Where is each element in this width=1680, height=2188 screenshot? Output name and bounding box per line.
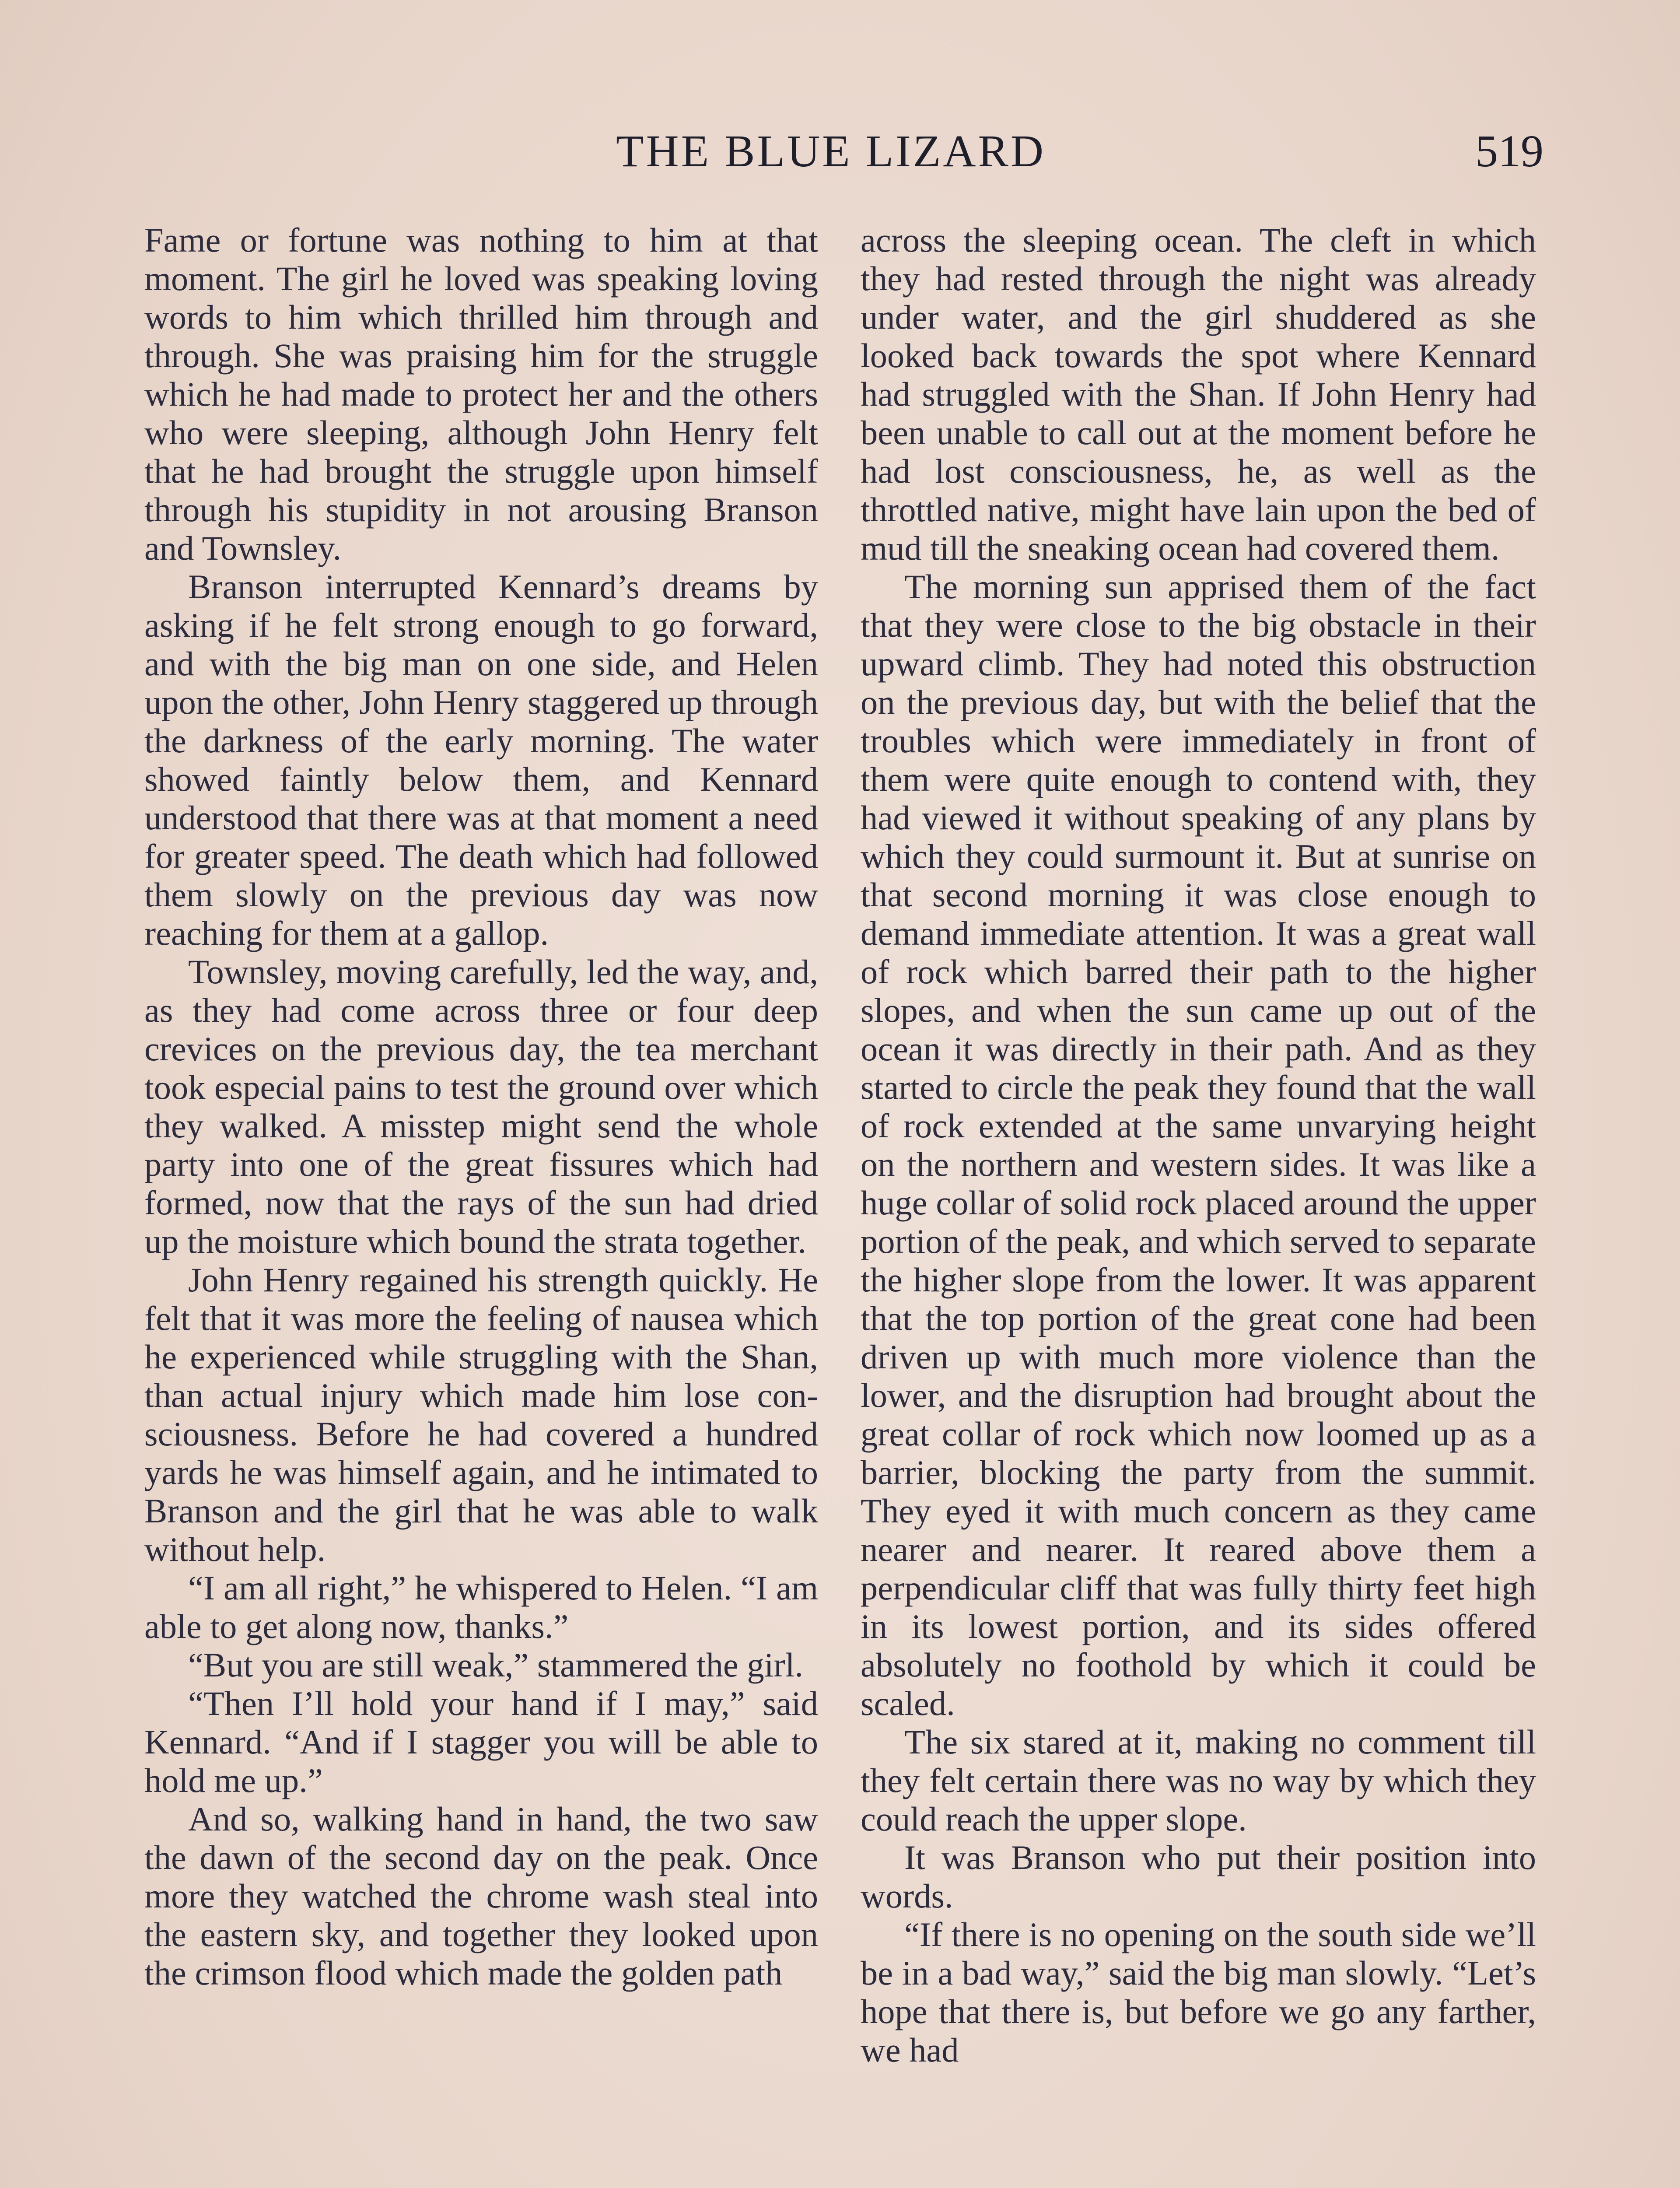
paragraph: Fame or fortune was nothing to him at that moment. The girl he loved was speaking loving words to him which thrilled him through and through. She was praising him for the struggle which he had made to protect her and the others who were sleeping, although John Henry felt that he had brought the struggle upon himself through his stupidity in not arousing Branson and Townsley.: [144, 221, 818, 567]
paragraph: “Then I’ll hold your hand if I may,” said Kennard. “And if I stagger you will be able to hold me up.”: [144, 1684, 818, 1799]
paragraph: The six stared at it, making no comment till they felt certain there was no way by which they could reach the upper slope.: [861, 1723, 1536, 1838]
paragraph: The morning sun apprised them of the fact that they were close to the big obstacle in their upward climb. They had noted this obstruction on the previous day, but with the belief that the troubles which were immediately in front of them were quite enough to contend with, they had viewed it without speaking of any plans by which they could surmount it. But at sunrise on that second morning it was close enough to demand immediate attention. It was a great wall of rock which barred their path to the higher slopes, and when the sun came up out of the ocean it was directly in their path. And as they started to circle the peak they found that the wall of rock extended at the same unvarying height on the northern and western sides. It was like a huge collar of solid rock placed around the upper portion of the peak, and which served to separate the higher slope from the lower. It was apparent that the top portion of the great cone had been driven up with much more violence than the lower, and the disruption had brought about the great collar of rock which now loomed up as a barrier, blocking the party from the summit. They eyed it with much concern as they came nearer and nearer. It reared above them a perpendicular cliff that was fully thirty feet high in its lowest portion, and its sides offered absolutely no foothold by which it could be scaled.: [861, 568, 1536, 1722]
paragraph: across the sleeping ocean. The cleft in which they had rested through the night was already under water, and the girl shuddered as she looked back towards the spot where Kennard had struggled with the Shan. If John Henry had been unable to call out at the moment before he had lost consciousness, he, as well as the throttled native, might have lain upon the bed of mud till the sneaking ocean had covered them.: [861, 221, 1536, 567]
paragraph: Townsley, moving carefully, led the way, and, as they had come across three or four deep crevices on the previous day, the tea merchant took especial pains to test the ground over which they walked. A misstep might send the whole party into one of the great fissures which had formed, now that the rays of the sun had dried up the moisture which bound the strata together.: [144, 953, 818, 1260]
running-header: [118, 125, 1544, 191]
paragraph: “If there is no opening on the south side we’ll be in a bad way,” said the big man slowly. “Let’s hope that there is, but before we go any farther, we had: [861, 1915, 1536, 2069]
paragraph: And so, walking hand in hand, the two saw the dawn of the second day on the peak. Once more they watched the chrome wash steal into the eastern sky, and together they looked upon the crimson flood which made the golden path: [144, 1800, 818, 1992]
paragraph: John Henry regained his strength quickly. He felt that it was more the feeling of nausea which he experienced while struggling with the Shan, than actual injury which made him lose consciousness. Before he had covered a hundred yards he was himself again, and he intimated to Branson and the girl that he was able to walk without help.: [144, 1261, 818, 1568]
paragraph: Branson interrupted Kennard’s dreams by asking if he felt strong enough to go forward, and with the big man on one side, and Helen upon the other, John Henry staggered up through the darkness of the early morning. The water showed faintly below them, and Kennard understood that there was at that moment a need for greater speed. The death which had followed them slowly on the previous day was now reaching for them at a gallop.: [144, 568, 818, 952]
paragraph: It was Branson who put their position into words.: [861, 1838, 1536, 1915]
paragraph: “I am all right,” he whispered to Helen. “I am able to get along now, thanks.”: [144, 1569, 818, 1645]
left-column: [144, 221, 818, 1992]
right-column: [861, 221, 1536, 2069]
page-number: 519: [1475, 126, 1544, 176]
running-title: THE BLUE LIZARD: [616, 126, 1046, 176]
paragraph: “But you are still weak,” stammered the girl.: [188, 1646, 804, 1684]
